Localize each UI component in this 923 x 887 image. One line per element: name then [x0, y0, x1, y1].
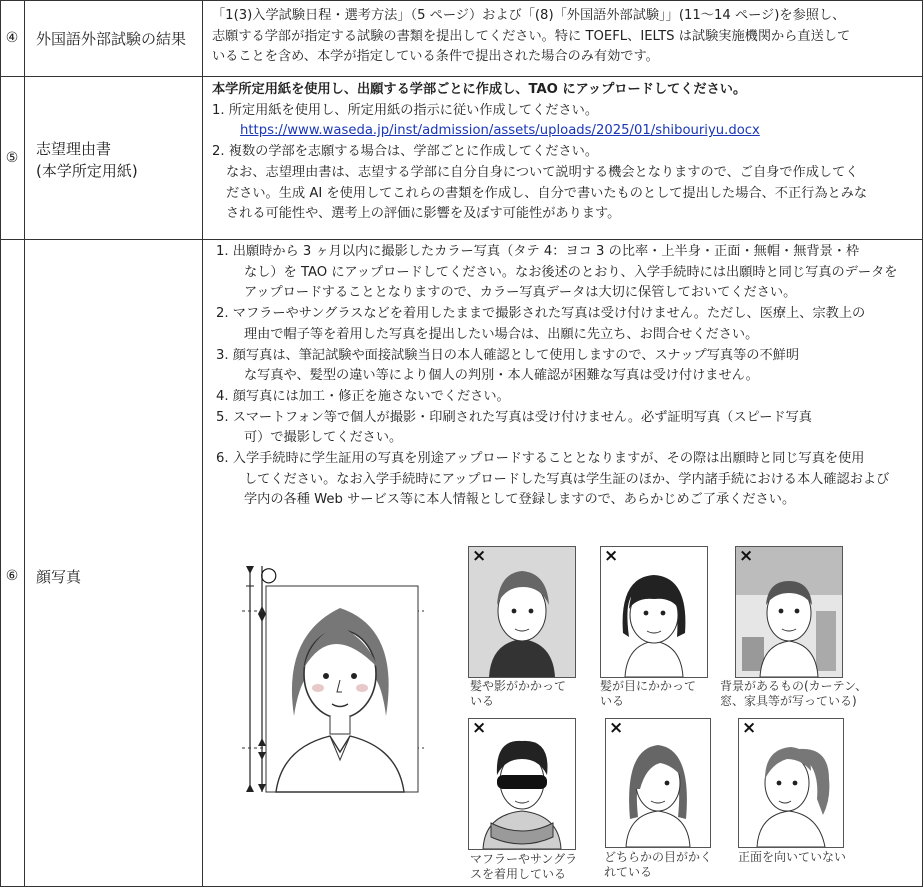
bad-mark: ×	[604, 546, 619, 566]
bad-mark: ×	[742, 718, 757, 738]
caption-line: いる	[600, 694, 625, 708]
list-item: 1. 出願時から 3 ヶ月以内に撮影したカラー写真（タテ 4：ヨコ 3 の比率・上半身・正面・無帽・無背景・枠	[216, 244, 860, 259]
list-item-cont: アップロードすることとなりますので、カラー写真データは大切に保管しておいてください。	[244, 285, 797, 301]
note-text: される可能性や、選考上の評価に影響を及ぼす可能性があります。	[226, 206, 621, 222]
label-line: 志望理由書	[36, 140, 112, 158]
table-border	[0, 0, 923, 1]
caption	[604, 850, 712, 880]
list-item-cont: な写真や、髪型の違い等により個人の判別・本人確認が困難な写真は受け付けません。	[244, 368, 759, 384]
row-content-foreign-language-test	[212, 6, 914, 68]
list-item: 6. 入学手続時に学生証用の写真を別途アップロードすることとなりますが、その際は出願時と同じ写真を使用	[216, 451, 865, 467]
caption	[470, 852, 577, 882]
caption-line: れている	[604, 865, 653, 879]
caption-line: 髪が目にかかって	[600, 679, 697, 693]
caption-line: スを着用している	[470, 867, 567, 881]
note-text: なお、志望理由書は、志望する学部に自分自身について説明する機会となりますので、ご自身で作成してく	[226, 164, 859, 180]
instruction-heading: 本学所定用紙を使用し、出願する学部ごとに作成し、TAO にアップロードしてください。	[212, 82, 747, 97]
row-divider	[0, 239, 923, 240]
caption	[720, 679, 867, 709]
list-item-cont: 理由で帽子等を着用した写真を提出したい場合は、出願に先立ち、お問合せください。	[244, 326, 759, 342]
note-text: ださい。生成 AI を使用してこれらの書類を作成し、自分で書いたものとして提出した場合、不正行為とみな	[226, 185, 868, 201]
row-label-statement-of-purpose	[36, 138, 138, 182]
form-download-link[interactable]: https://www.waseda.jp/inst/admission/assets/uploads/2025/01/shibouriyu.docx	[240, 123, 760, 139]
list-item: 2. マフラーやサングラスなどを着用したままで撮影された写真は受け付けません。ただし、医療上、宗教上の	[216, 306, 866, 322]
caption-line: 髪や影がかかって	[470, 679, 567, 693]
caption-line: いる	[470, 694, 495, 708]
list-item-cont: なし）を TAO にアップロードしてください。なお後述のとおり、入学手続時には出願時と同じ写真のデータを	[244, 264, 898, 280]
list-item: 5. スマートフォン等で個人が撮影・印刷された写真は受け付けません。必ず証明写真（スピード写真	[216, 409, 812, 425]
row-content-statement-of-purpose	[212, 80, 914, 225]
row-content-photo	[216, 242, 906, 511]
column-divider	[202, 0, 203, 887]
list-item-cont: 学内の各種 Web サービス等に本人情報として登録しますので、あらかじめご了承ください。	[244, 492, 796, 508]
column-divider	[24, 0, 25, 887]
bad-mark: ×	[609, 718, 624, 738]
list-item: 4. 顔写真には加工・修正を施さないでください。	[216, 388, 510, 404]
good-mark: ○	[260, 562, 278, 586]
bad-mark: ×	[472, 546, 487, 566]
row-label-photo: 顔写真	[36, 568, 82, 586]
caption	[470, 679, 566, 709]
caption	[738, 850, 846, 865]
row-number: ⑤	[5, 150, 19, 166]
caption-line: 窓、家具等が写っている)	[720, 694, 857, 708]
row-divider	[0, 76, 923, 77]
label-line: (本学所定用紙)	[36, 162, 138, 180]
list-item: 1. 所定用紙を使用し、所定用紙の指示に従い作成してください。	[212, 102, 599, 118]
row-number: ⑥	[5, 568, 19, 584]
caption-line: どちらかの目がかく	[604, 850, 713, 864]
list-item: 3. 顔写真は、筆記試験や面接試験当日の本人確認として使用しますので、スナップ写真等の不鮮明	[216, 347, 800, 363]
good-photo-example	[232, 556, 432, 796]
text-line: 志願する学部が指定する試験の書類を提出してください。特に TOEFL、IELTS は試験実施機関から直送して	[212, 28, 851, 44]
text-line: 「1(3)入学試験日程・選考方法」（5 ページ）および「(8)「外国語外部試験」」(11～14 ページ)を参照し、	[212, 8, 846, 23]
row-label-foreign-language-test: 外国語外部試験の結果	[36, 30, 187, 48]
caption-line: マフラーやサングラ	[470, 852, 578, 866]
list-item: 2. 複数の学部を志願する場合は、学部ごとに作成してください。	[212, 144, 599, 160]
caption-line: 正面を向いていない	[738, 850, 847, 864]
row-number: ④	[5, 30, 19, 46]
caption-line: 背景があるもの(カーテン、	[720, 679, 868, 693]
caption	[600, 679, 696, 709]
list-item-cont: 可）で撮影してください。	[244, 430, 403, 446]
text-line: いることを含め、本学が指定している条件で提出された場合のみ有効です。	[212, 49, 659, 65]
bad-mark: ×	[472, 718, 487, 738]
bad-mark: ×	[739, 546, 754, 566]
table-border	[0, 0, 1, 887]
list-item-cont: してください。なお入学手続時にアップロードした写真は学生証のほか、学内諸手続における本人確認および	[244, 471, 890, 487]
